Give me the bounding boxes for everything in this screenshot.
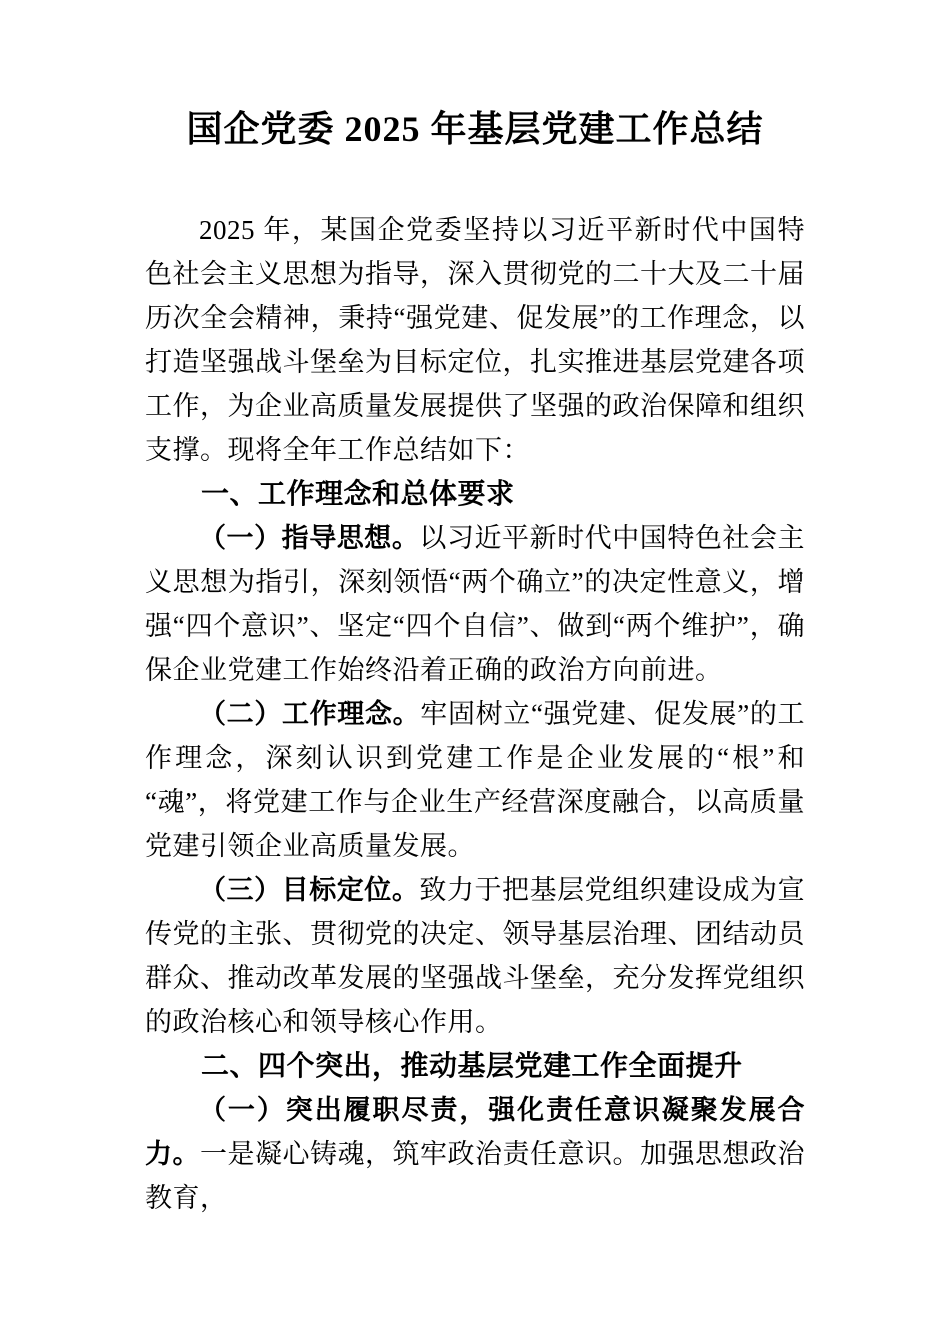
paragraph-text: 致力于把基层党组织建设成为宣传党的主张、贯彻党的决定、领导基层治理、团结动员群众、推动改革发展的坚强战斗堡垒，充分发挥党组织的政治核心和领导核心作用。: [145, 875, 806, 1037]
intro-paragraph: 2025 年，某国企党委坚持以习近平新时代中国特色社会主义思想为指导，深入贯彻党的二十大及二十届历次全会精神，秉持“强党建、促发展”的工作理念，以打造坚强战斗堡垒为目标定位，扎实推进基层党建各项工作，为企业高质量发展提供了坚强的政治保障和组织支撑。现将全年工作总结如下：: [145, 215, 805, 465]
paragraph-lead: （一）指导思想。: [199, 523, 420, 553]
paragraph-text: 牢固树立“强党建、促发展”的工作理念，深刻认识到党建工作是企业发展的“根”和“魂”，将党建工作与企业生产经营深度融合，以高质量党建引领企业高质量发展。: [145, 699, 806, 861]
paragraph-lead: （一）突出履职尽责，强化责任意识凝聚发展合力。: [145, 1095, 805, 1169]
paragraph-guiding-thought: [145, 516, 805, 692]
document-title: 国企党委 2025 年基层党建工作总结: [186, 109, 764, 149]
paragraph-duty-responsibility: [145, 1088, 805, 1220]
paragraph-text: 以习近平新时代中国特色社会主义思想为指引，深刻领悟“两个确立”的决定性意义，增强“四个意识”、坚定“四个自信”、做到“两个维护”，确保企业党建工作始终沿着正确的政治方向前进。: [145, 523, 806, 685]
section-heading-2: 二、四个突出，推动基层党建工作全面提升: [201, 1050, 743, 1081]
paragraph-goal-positioning: [145, 868, 805, 1044]
paragraph-lead: （三）目标定位。: [199, 875, 420, 905]
paragraph-lead: （二）工作理念。: [199, 699, 421, 729]
paragraph-text: 一是凝心铸魂，筑牢政治责任意识。加强思想政治教育，: [145, 1139, 805, 1213]
paragraph-work-concept: [145, 692, 805, 868]
section-heading-1: 一、工作理念和总体要求: [201, 478, 515, 509]
